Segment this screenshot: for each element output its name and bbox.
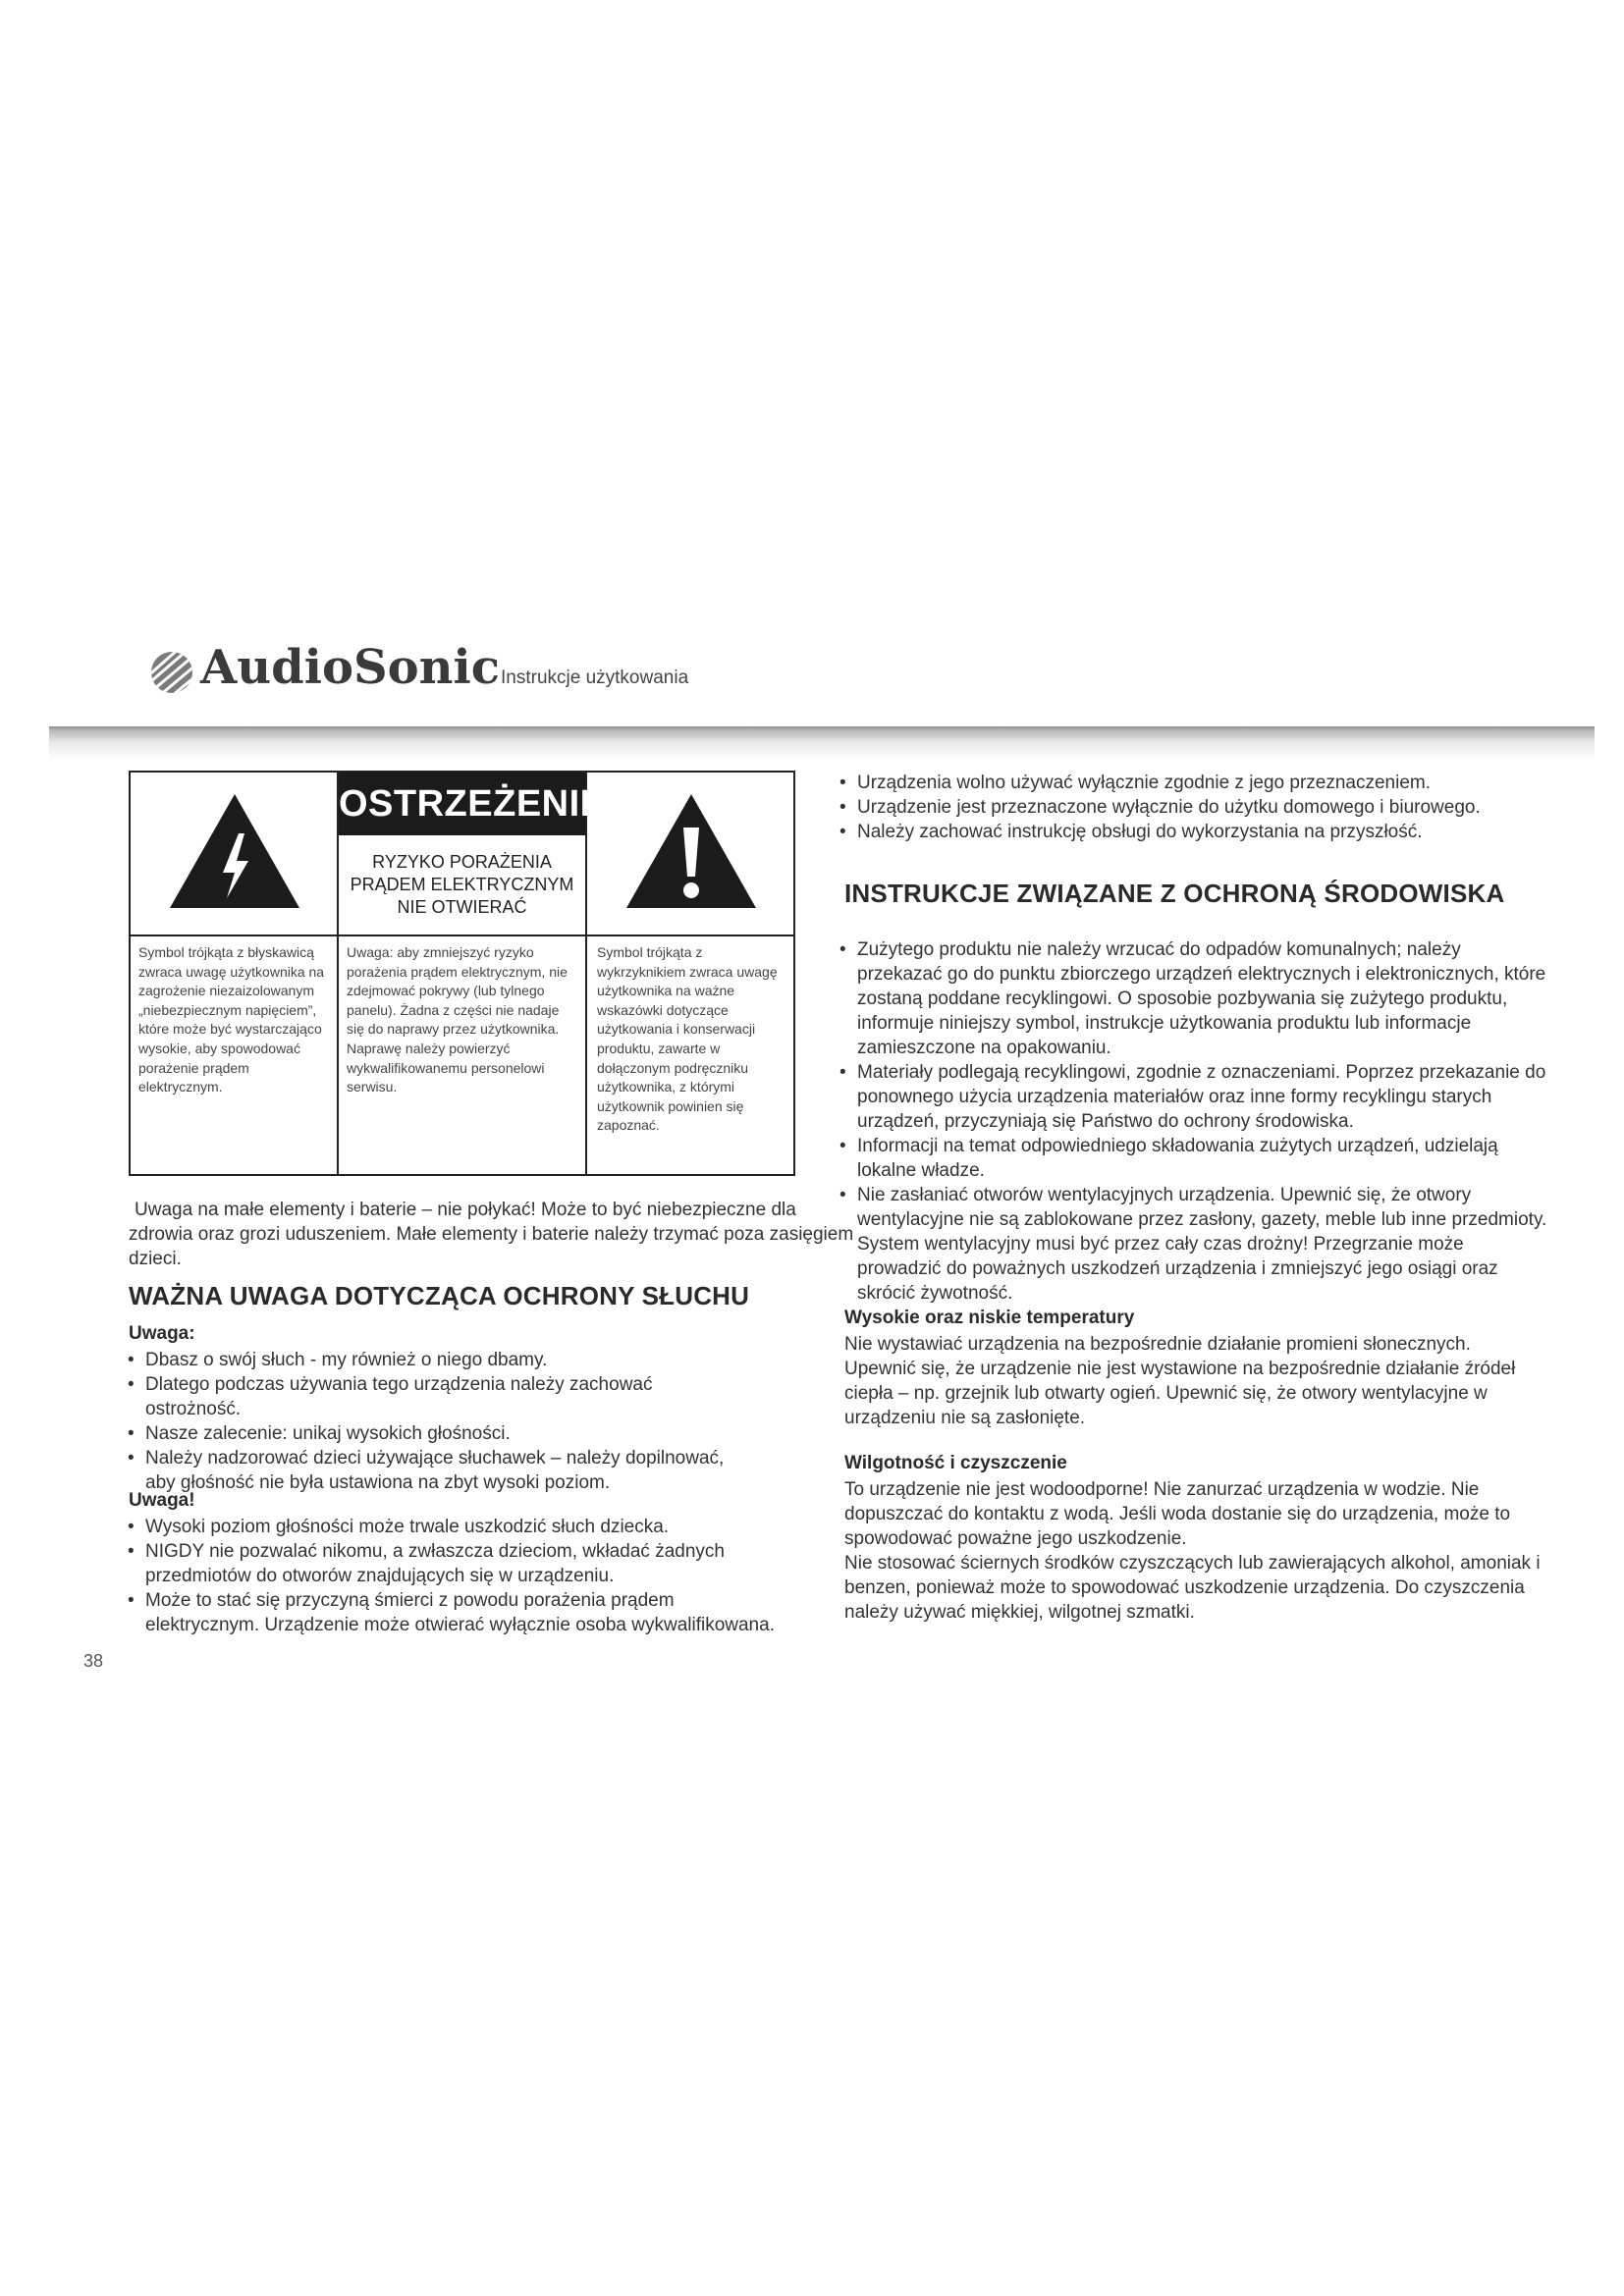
list-item: • Należy zachować instrukcję obsługi do wykorzystania na przyszłość. [836,820,1543,844]
risk-line: RYZYKO PORAŻENIA [372,852,552,872]
warning-box [129,771,795,1176]
risk-label [339,851,585,919]
hearing-heading: WAŻNA UWAGA DOTYCZĄCA OCHRONY SŁUCHU [129,1281,750,1310]
moisture-paragraph: To urządzenie nie jest wodoodporne! Nie zanurzać urządzenia w wodzie. Nie dopuszczać do kontaktu z wodą. Jeśli woda dostanie się do urządzenia, może to spowodować poważne jego uszkodzenie. [844,1479,1511,1549]
list-item: • Może to stać się przyczyną śmierci z powodu porażenia prądem elektrycznym. Urządzenie może otwierać wyłącznie osoba wykwalifikowana. [124,1588,782,1637]
warning-title: OSTRZEŻENIE [339,773,585,835]
list-item: • Dlatego podczas używania tego urządzenia należy zachować ostrożność. [124,1372,752,1421]
page-number: 38 [83,1651,104,1671]
risk-line: PRĄDEM ELEKTRYCZNYM [350,875,574,894]
lightning-symbol-text: Symbol trójkąta z błyskawicą zwraca uwagę użytkownika na zagrożenie niezaizolowanym „niebezpiecznym napięciem”, które może być wystarczająco wysokie, aby spowodować porażenie prądem elektrycznym. [138,944,325,1095]
list-item: • Materiały podlegają recyklingowi, zgodnie z oznaczeniami. Poprzez przekazanie do ponownego użycia urządzenia materiałów oraz inne formy recyklingu starych urządzeń, przyczyniają się Państwo do ochrony środowiska. [836,1060,1548,1134]
list-item: • Informacji na temat odpowiedniego składowania zużytych urządzeń, udzielają lokalne władze. [836,1134,1548,1183]
risk-line: NIE OTWIERAĆ [397,897,527,917]
environment-heading: INSTRUKCJE ZWIĄZANE Z OCHRONĄ ŚRODOWISKA [844,879,1505,908]
danger-list [124,1515,782,1637]
logo-mark-icon [149,650,194,695]
brand-name: AudioSonic [200,640,500,695]
temperature-text [844,1332,1542,1430]
environment-list [836,937,1548,1306]
small-parts-warning: Uwaga na małe elementy i baterie – nie połykać! Może to być niebezpieczne dla zdrowia oraz grozi uduszeniem. Małe elementy i baterie należy trzymać poza zasięgiem dzieci. [129,1200,854,1269]
cleaning-paragraph: Nie stosować ściernych środków czyszczących lub zawierających alkohol, amoniak i benzen, ponieważ może to spowodować uszkodzenie urządzenia. Do czyszczenia należy używać miękkiej, wilgotnej szmatki. [844,1553,1541,1623]
list-item: • Wysoki poziom głośności może trwale uszkodzić słuch dziecka. [124,1515,782,1539]
exclamation-symbol-text: Symbol trójkąta z wykrzyknikiem zwraca uwagę użytkownika na ważne wskazówki dotyczące użytkowania i konserwacji produktu, zawarte w dołączonym podręczniku użytkownika, z którymi użytkownik powinien się zapoznać. [597,944,778,1134]
uwaga-exclaim-label: Uwaga! [129,1490,195,1511]
list-item: • Urządzenia wolno używać wyłącznie zgodnie z jego przeznaczeniem. [836,771,1543,795]
list-item: • Dbasz o swój słuch - my również o niego dbamy. [124,1348,752,1372]
warning-divider [131,934,793,936]
temperature-heading: Wysokie oraz niskie temperatury [844,1308,1135,1328]
list-item: • NIGDY nie pozwalać nikomu, a zwłaszcza dzieciom, wkładać żadnych przedmiotów do otworów znajdujących się w urządzeniu. [124,1539,782,1588]
exclamation-warning-icon [623,790,760,912]
lightning-warning-icon [166,790,303,912]
moisture-text [844,1477,1542,1625]
list-item: • Nie zasłaniać otworów wentylacyjnych urządzenia. Upewnić się, że otwory wentylacyjne nie są zablokowane przez zasłony, gazety, meble lub inne przedmioty. System wentylacyjny musi być przez cały czas drożny! Przegrzanie może prowadzić do poważnych uszkodzeń urządzenia i zmniejszyć jego osiągi oraz skrócić żywotność. [836,1183,1548,1306]
list-item: • Urządzenie jest przeznaczone wyłącznie do użytku domowego i biurowego. [836,795,1543,820]
header-divider [49,726,1595,760]
warning-col-lightning [131,773,339,1174]
temperature-paragraph: Nie wystawiać urządzenia na bezpośrednie działanie promieni słonecznych. Upewnić się, że urządzenie nie jest wystawione na bezpośrednie działanie źródeł ciepła – np. grzejnik lub otwarty ogień. Upewnić się, że otwory wentylacyjne w urządzeniu nie są zasłonięte. [844,1334,1516,1428]
list-item: • Nasze zalecenie: unikaj wysokich głośności. [124,1421,752,1446]
document-subtitle: Instrukcje użytkowania [501,667,689,688]
warning-col-center [339,773,606,1174]
caution-text: Uwaga: aby zmniejszyć ryzyko porażenia prądem elektrycznym, nie zdejmować pokrywy (lub tylnego panelu). Żadna z części nie nadaje się do naprawy przez użytkownika. Naprawę należy powierzyć wykwalifikowanemu personelowi serwisu. [347,944,568,1095]
moisture-heading: Wilgotność i czyszczenie [844,1453,1067,1473]
hearing-list [124,1348,752,1495]
list-item: • Zużytego produktu nie należy wrzucać do odpadów komunalnych; należy przekazać go do punktu zbiorczego urządzeń elektrycznych i elektronicznych, które zostaną poddane recyklingowi. O sposobie pozbywania się zużytego produktu, informuje niniejszy symbol, instrukcje użytkowania produktu lub informacje zamieszczone na opakowaniu. [836,937,1548,1060]
uwaga-label: Uwaga: [129,1323,195,1344]
list-item: • Należy nadzorować dzieci używające słuchawek – należy dopilnować, aby głośność nie była ustawiona na zbyt wysoki poziom. [124,1446,752,1495]
warning-col-exclamation [587,773,793,1174]
usage-list [836,771,1543,844]
